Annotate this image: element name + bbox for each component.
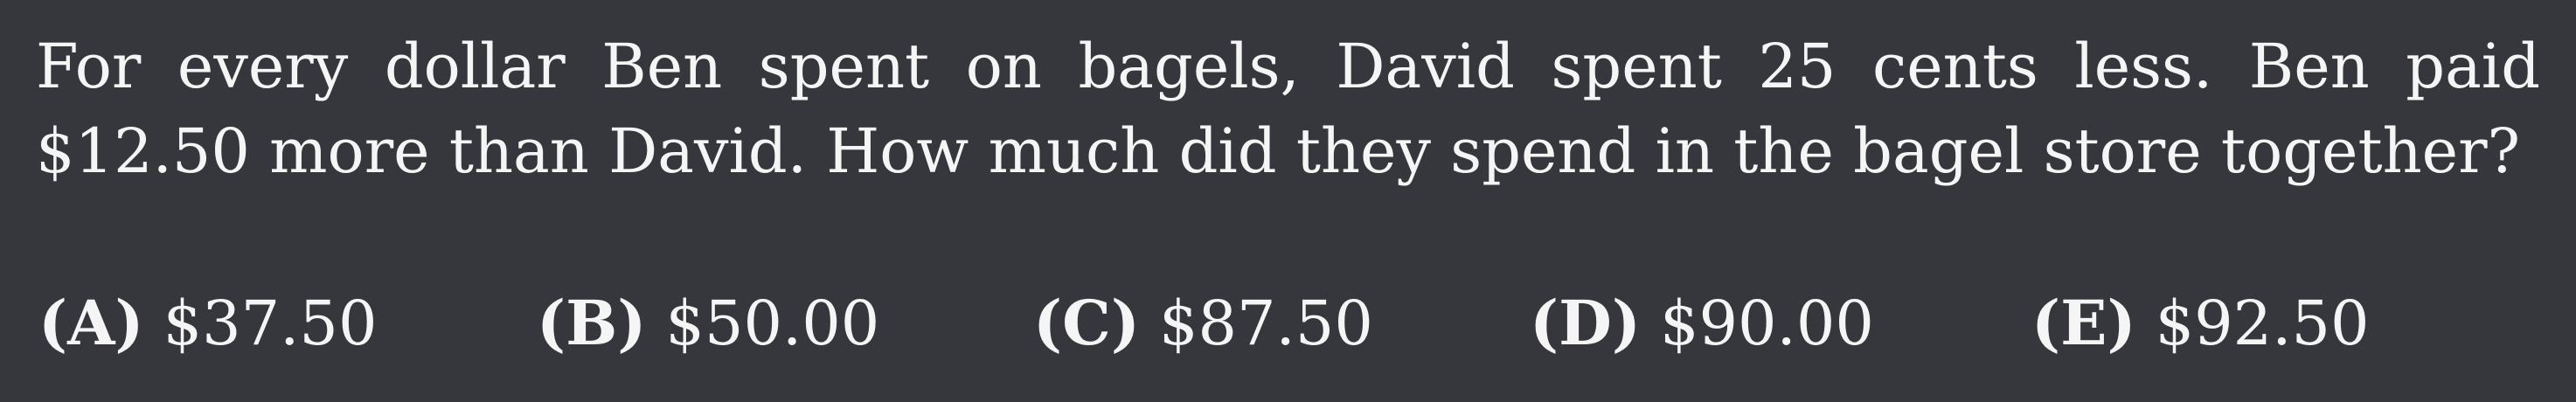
answer-choice-b <box>537 280 879 367</box>
answer-choice-c <box>1033 280 1373 367</box>
problem-line-1: For every dollar Ben spent on bagels, David spent 25 cents less. Ben paid <box>36 31 2540 102</box>
choice-value-b: $50.00 <box>665 288 880 359</box>
answer-choice-e <box>2031 280 2370 367</box>
choice-value-c: $87.50 <box>1158 288 1373 359</box>
choice-value-d: $90.00 <box>1659 288 1874 359</box>
choice-label-b: (B) <box>537 287 647 359</box>
choice-value-a: $37.50 <box>163 288 378 359</box>
choice-label-e: (E) <box>2031 287 2136 359</box>
choice-value-e: $92.50 <box>2155 288 2370 359</box>
choice-label-c: (C) <box>1033 287 1140 359</box>
problem-statement <box>36 24 2540 194</box>
answer-choice-a <box>38 280 378 367</box>
choice-label-a: (A) <box>38 287 144 359</box>
choice-label-d: (D) <box>1530 287 1641 359</box>
answer-choice-d <box>1530 280 1874 367</box>
answer-choices <box>38 280 2538 367</box>
problem-line-2: $12.50 more than David. How much did they spend in the bagel store together? <box>36 115 2521 187</box>
